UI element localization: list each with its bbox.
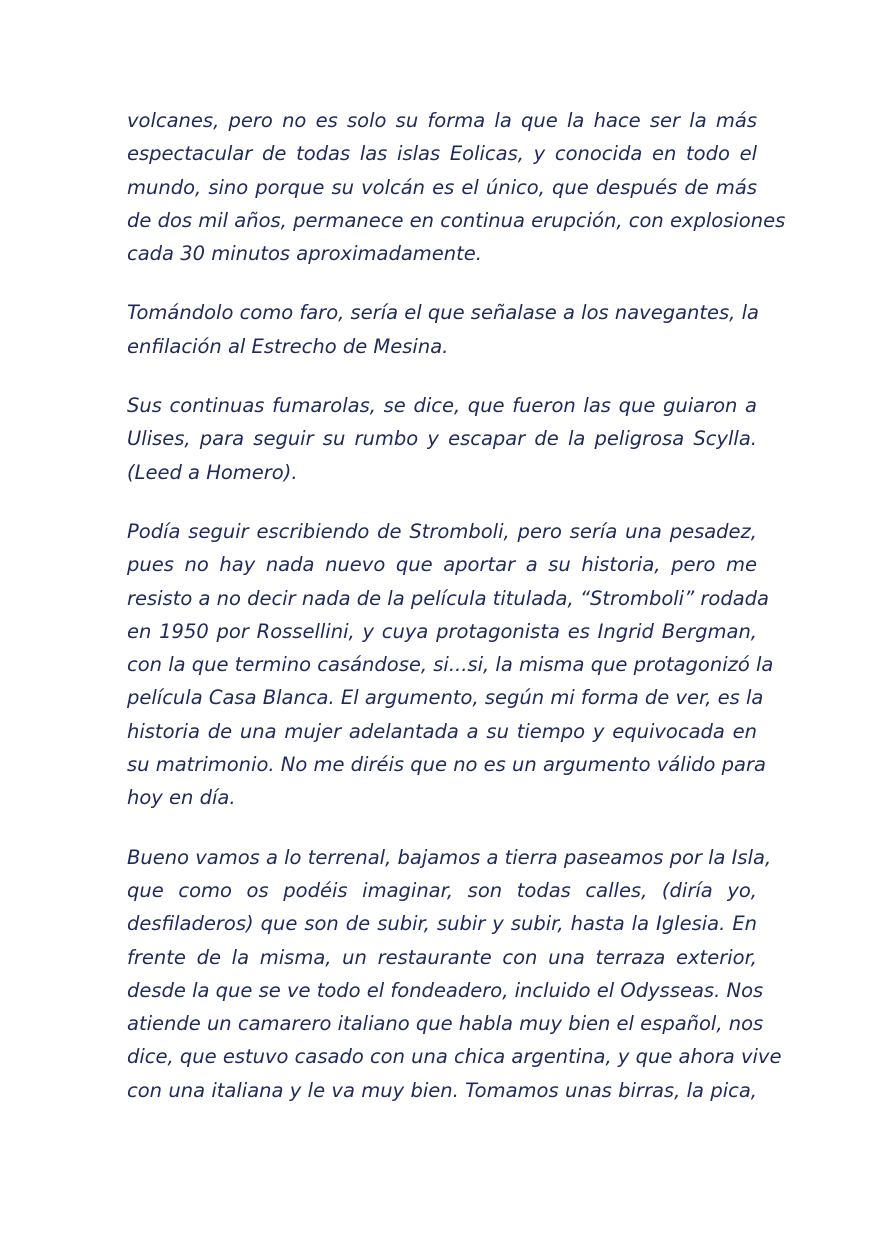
text-line: hoy en día. [127,786,236,810]
text-line: con la que termino casándose, si...si, la misma que protagonizó la [127,653,774,677]
paragraph-fumaroles-ulysses [127,389,757,489]
text-line: desfiladeros) que son de subir, subir y subir, hasta la Iglesia. En [127,912,757,936]
text-line: con una italiana y le va muy bien. Tomamos unas birras, la pica, [127,1078,757,1102]
text-line: enfilación al Estrecho de Mesina. [127,334,449,358]
text-line: resisto a no decir nada de la película titulada, “Stromboli” rodada [127,586,769,610]
text-line: dice, que estuvo casado con una chica argentina, y que ahora vive [127,1045,782,1069]
text-line: su matrimonio. No me diréis que no es un argumento válido para [127,753,766,777]
document-page [127,104,786,1133]
text-line: (Leed a Homero). [127,460,298,484]
text-line: Podía seguir escribiendo de Stromboli, pero sería una pesadez, [127,519,757,543]
text-line: pues no hay nada nuevo que aportar a su historia, pero me [127,553,757,577]
text-line: cada 30 minutos aproximadamente. [127,242,482,266]
text-line: Sus continuas fumarolas, se dice, que fueron las que guiaron a [127,394,757,418]
text-line: espectacular de todas las islas Eolicas, y conocida en todo el [127,142,757,166]
paragraph-lighthouse [127,296,757,363]
text-line: película Casa Blanca. El argumento, según mi forma de ver, es la [127,686,764,710]
text-line: volcanes, pero no es solo su forma la que la hace ser la más [127,109,757,132]
paragraph-stromboli-volcano [127,104,786,270]
text-line: que como os podéis imaginar, son todas calles, (diría yo, [127,878,757,902]
text-line: Ulises, para seguir su rumbo y escapar de la peligrosa Scylla. [127,427,757,451]
text-line: Tomándolo como faro, sería el que señalase a los navegantes, la [127,301,759,325]
text-line: atiende un camarero italiano que habla muy bien el español, nos [127,1012,764,1036]
text-line: de dos mil años, permanece en continua erupción, con explosiones [127,208,786,232]
text-line: frente de la misma, un restaurante con una terraza exterior, [127,945,757,969]
text-line: en 1950 por Rossellini, y cuya protagonista es Ingrid Bergman, [127,619,757,643]
text-line: Bueno vamos a lo terrenal, bajamos a tierra paseamos por la Isla, [127,845,772,869]
text-line: desde la que se ve todo el fondeadero, incluido el Odysseas. Nos [127,978,764,1002]
paragraph-island-walk [127,841,782,1107]
text-line: historia de una mujer adelantada a su tiempo y equivocada en [127,719,757,743]
paragraph-stromboli-film [127,515,774,815]
text-line: mundo, sino porque su volcán es el único, que después de más [127,175,757,199]
